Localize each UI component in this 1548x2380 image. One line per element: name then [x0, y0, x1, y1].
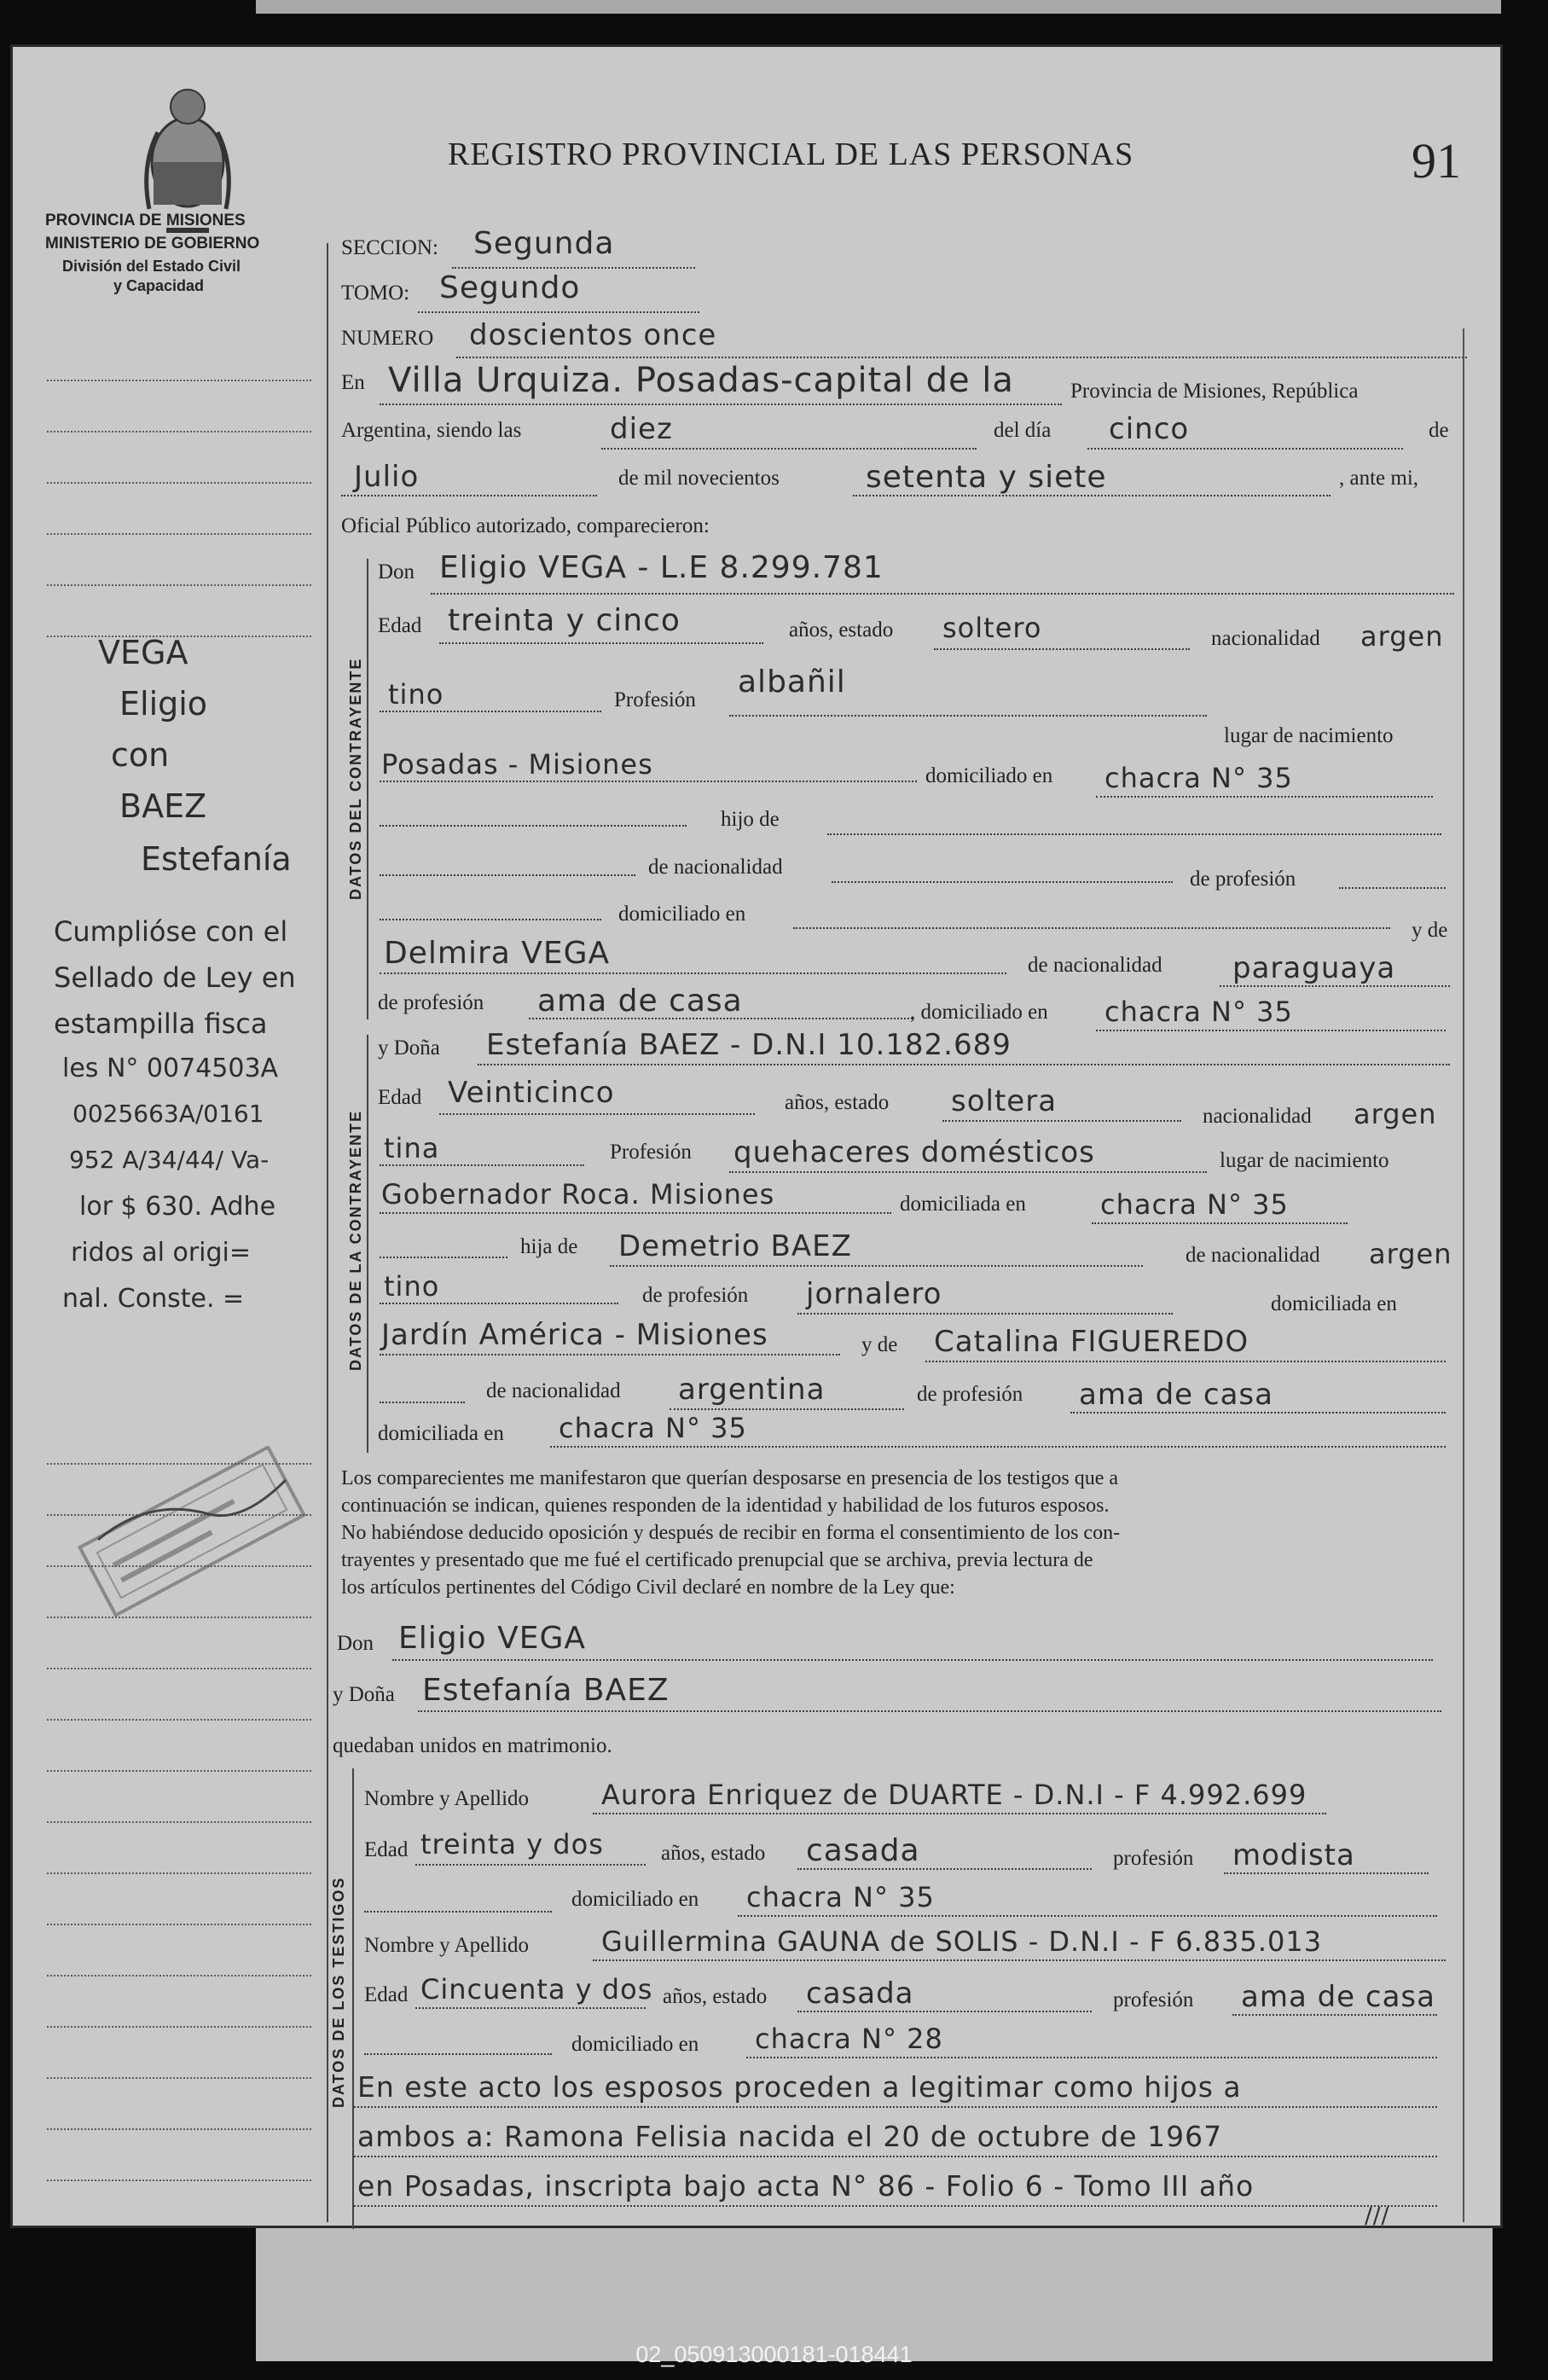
groom-lugar-nac-label: lugar de nacimiento	[1224, 724, 1394, 747]
groom-y-de: y de	[1412, 919, 1448, 942]
page-number: 91	[1412, 133, 1461, 189]
t2-domiciliado-label: domiciliado en	[571, 2033, 699, 2056]
side-label-contrayenta: DATOS DE LA CONTRAYENTE	[347, 1109, 364, 1371]
org-line-4: y Capacidad	[113, 277, 205, 294]
legitimation-note-2: ambos a: Ramona Felisia nacida el 20 de octubre de 1967	[357, 2120, 1223, 2153]
margin-note-6: 952 A/34/44/ Va-	[69, 1146, 270, 1174]
del-dia-text: del día	[994, 419, 1052, 442]
groom-profesion-label: Profesión	[614, 688, 696, 711]
groom-nacionalidad-a: argen	[1360, 620, 1444, 653]
margin-note-7: lor $ 630. Adhe	[79, 1192, 276, 1222]
bride-profesion-label: Profesión	[610, 1141, 692, 1164]
t1-edad-label: Edad	[364, 1838, 409, 1861]
mil-text: de mil novecientos	[618, 467, 780, 490]
bride-father-nac-a: argen	[1369, 1238, 1452, 1270]
margin-note-8: ridos al origi=	[71, 1238, 252, 1268]
image-caption: 02_050913000181-018441	[635, 2342, 913, 2367]
declaration-line-1: Los comparecientes me manifestaron que querían desposarse en presencia de los testigos que a	[341, 1467, 1119, 1489]
anio-value: setenta y siete	[866, 460, 1107, 495]
margin-name-5: Estefanía	[141, 840, 292, 878]
margin-name-4: BAEZ	[119, 787, 207, 825]
bride-lugar-nac: Gobernador Roca. Misiones	[381, 1178, 775, 1210]
bride-mother-dom-label: domiciliada en	[378, 1422, 504, 1445]
bride-y-de: y de	[861, 1333, 898, 1356]
end-mark: ///	[1365, 2203, 1390, 2229]
org-line-3: División del Estado Civil	[62, 258, 241, 275]
witness-2-name: Guillermina GAUNA de SOLIS - D.N.I - F 6.835.013	[601, 1925, 1323, 1958]
witness-2-edad: Cincuenta y dos	[420, 1973, 653, 2006]
margin-name-3: con	[111, 736, 170, 774]
legitimation-note-3: en Posadas, inscripta bajo acta N° 86 - Folio 6 - Tomo III año	[357, 2169, 1255, 2203]
groom-mother-dom: chacra N° 35	[1104, 996, 1293, 1028]
seccion-label: SECCION:	[341, 236, 438, 259]
bride-domiciliada-label: domiciliada en	[900, 1193, 1026, 1216]
groom-name: Eligio VEGA - L.E 8.299.781	[439, 550, 884, 585]
bride-domicilio: chacra N° 35	[1100, 1188, 1289, 1221]
org-line-1: PROVINCIA DE MISIONES	[45, 212, 246, 229]
bride-mother-prof: ama de casa	[1079, 1378, 1273, 1412]
side-label-testigos: DATOS DE LOS TESTIGOS	[330, 1876, 347, 2108]
bride-mother-dom: chacra N° 35	[559, 1412, 747, 1444]
page-title: REGISTRO PROVINCIAL DE LAS PERSONAS	[448, 136, 1134, 172]
groom-edad: treinta y cinco	[448, 603, 681, 638]
groom-hijo-label: hijo de	[721, 808, 780, 831]
decl-don-label: Don	[337, 1632, 374, 1655]
groom-estado: soltero	[942, 612, 1042, 644]
groom-de-nac-label: de nacionalidad	[648, 856, 783, 879]
decl-don-name: Eligio VEGA	[398, 1621, 586, 1656]
witness-2-domicilio: chacra N° 28	[755, 2023, 943, 2055]
top-edge-strip	[256, 0, 1501, 14]
bride-profesion: quehaceres domésticos	[733, 1135, 1095, 1170]
t1-profesion-label: profesión	[1113, 1847, 1194, 1870]
bride-mother-nac: argentina	[678, 1373, 826, 1407]
groom-domiciliado-label: domiciliado en	[925, 764, 1053, 787]
decl-dona-label: y Doña	[333, 1683, 395, 1706]
groom-mother-dom-label: , domiciliado en	[910, 1001, 1048, 1024]
groom-mother-nac: paraguaya	[1232, 951, 1396, 985]
witness-1-domicilio: chacra N° 35	[746, 1881, 935, 1913]
bride-nacionalidad-a: argen	[1354, 1098, 1437, 1130]
provincia-text: Provincia de Misiones, República	[1070, 380, 1359, 403]
bride-mother: Catalina FIGUEREDO	[934, 1325, 1249, 1359]
groom-estado-label: años, estado	[789, 618, 894, 641]
witness-1-profesion: modista	[1232, 1838, 1355, 1872]
don-label: Don	[378, 560, 415, 583]
groom-de-prof-label: de profesión	[1190, 868, 1296, 891]
dia-value: cinco	[1109, 412, 1190, 446]
tomo-value: Segundo	[439, 270, 581, 305]
dona-label: y Doña	[378, 1036, 440, 1059]
org-line-2: MINISTERIO DE GOBIERNO	[45, 235, 260, 253]
ante-mi-text: , ante mi,	[1339, 467, 1419, 490]
declaration-line-3: No habiéndose deducido oposición y después de recibir en forma el consentimiento de los con-	[341, 1522, 1121, 1544]
seccion-value: Segunda	[473, 226, 615, 261]
lugar-value: Villa Urquiza. Posadas-capital de la	[388, 361, 1014, 400]
bride-father-prof-label: de profesión	[642, 1284, 749, 1307]
groom-mother: Delmira VEGA	[384, 936, 611, 971]
margin-name-1: VEGA	[98, 634, 188, 671]
groom-domic-label: domiciliado en	[618, 903, 746, 926]
bride-father-nac-label: de nacionalidad	[1186, 1244, 1320, 1267]
tomo-label: TOMO:	[341, 282, 410, 305]
bride-father: Demetrio BAEZ	[618, 1229, 852, 1263]
bride-father-dom-label: domiciliada en	[1271, 1292, 1397, 1315]
t1-estado-label: años, estado	[661, 1842, 766, 1865]
witness-1-estado: casada	[806, 1833, 920, 1868]
groom-mother-nac-label: de nacionalidad	[1028, 954, 1162, 977]
witness-2-estado: casada	[806, 1977, 914, 2011]
t2-edad-label: Edad	[364, 1983, 409, 2006]
t1-domiciliado-label: domiciliado en	[571, 1888, 699, 1911]
bride-estado: soltera	[951, 1084, 1058, 1118]
office-stamp	[72, 1446, 311, 1617]
de-text: de	[1429, 419, 1449, 442]
numero-label: NUMERO	[341, 327, 434, 350]
numero-value: doscientos once	[469, 318, 717, 352]
declaration-line-5: los artículos pertinentes del Código Civil declaré en nombre de la Ley que:	[341, 1576, 955, 1599]
margin-note-4: les N° 0074503A	[62, 1054, 279, 1083]
decl-dona-name: Estefanía BAEZ	[422, 1673, 670, 1708]
margin-note-5: 0025663A/0161	[72, 1100, 264, 1128]
argentina-text: Argentina, siendo las	[341, 419, 522, 442]
declaration-line-4: trayentes y presentado que me fué el certificado prenupcial que se archiva, previa lectura de	[341, 1549, 1093, 1571]
groom-mother-prof-label: de profesión	[378, 991, 484, 1014]
side-label-contrayente: DATOS DEL CONTRAYENTE	[347, 657, 364, 900]
groom-lugar-nac: Posadas - Misiones	[381, 748, 653, 781]
bride-mother-prof-label: de profesión	[917, 1383, 1023, 1406]
bride-estado-label: años, estado	[785, 1091, 890, 1114]
margin-note-9: nal. Conste. =	[62, 1284, 245, 1314]
oficial-text: Oficial Público autorizado, comparecieron:	[341, 514, 710, 537]
bride-father-nac-b: tino	[384, 1270, 440, 1303]
bride-father-dom: Jardín América - Misiones	[381, 1318, 768, 1352]
margin-note-3: estampilla fisca	[54, 1007, 268, 1040]
bride-mother-nac-label: de nacionalidad	[486, 1379, 621, 1402]
witness-1-edad: treinta y dos	[420, 1828, 604, 1860]
groom-domicilio: chacra N° 35	[1104, 762, 1293, 794]
groom-nacionalidad-b: tino	[388, 678, 444, 711]
bride-edad: Veinticinco	[448, 1076, 615, 1110]
bride-lugar-nac-label: lugar de nacimiento	[1220, 1149, 1389, 1172]
legitimation-note-1: En este acto los esposos proceden a legitimar como hijos a	[357, 2070, 1242, 2104]
bride-hija-label: hija de	[520, 1235, 578, 1258]
declaration-line-2: continuación se indican, quienes responden de la identidad y habilidad de los futuros esposos.	[341, 1495, 1110, 1517]
witness-1-name: Aurora Enriquez de DUARTE - D.N.I - F 4.992.699	[601, 1779, 1307, 1811]
en-label: En	[341, 371, 365, 394]
t2-nombre-label: Nombre y Apellido	[364, 1934, 530, 1957]
t1-nombre-label: Nombre y Apellido	[364, 1787, 530, 1810]
margin-note-1: Cumplióse con el	[54, 915, 288, 948]
groom-mother-prof: ama de casa	[537, 984, 743, 1019]
decl-closing: quedaban unidos en matrimonio.	[333, 1734, 612, 1757]
bride-nacionalidad-label: nacionalidad	[1203, 1105, 1312, 1128]
groom-nacionalidad-label: nacionalidad	[1211, 627, 1320, 650]
margin-name-2: Eligio	[119, 685, 208, 723]
bride-father-prof: jornalero	[806, 1277, 942, 1311]
t2-profesion-label: profesión	[1113, 1988, 1194, 2011]
bride-edad-label: Edad	[378, 1086, 422, 1109]
hora-value: diez	[610, 412, 673, 446]
witness-2-profesion: ama de casa	[1241, 1980, 1435, 2014]
t2-estado-label: años, estado	[663, 1985, 768, 2008]
groom-edad-label: Edad	[378, 614, 422, 637]
bride-nacionalidad-b: tina	[384, 1132, 440, 1164]
groom-profesion: albañil	[738, 665, 846, 699]
margin-note-2: Sellado de Ley en	[54, 961, 296, 994]
mes-value: Julio	[354, 460, 420, 494]
bride-name: Estefanía BAEZ - D.N.I 10.182.689	[486, 1028, 1012, 1062]
register-page	[10, 44, 1503, 2228]
